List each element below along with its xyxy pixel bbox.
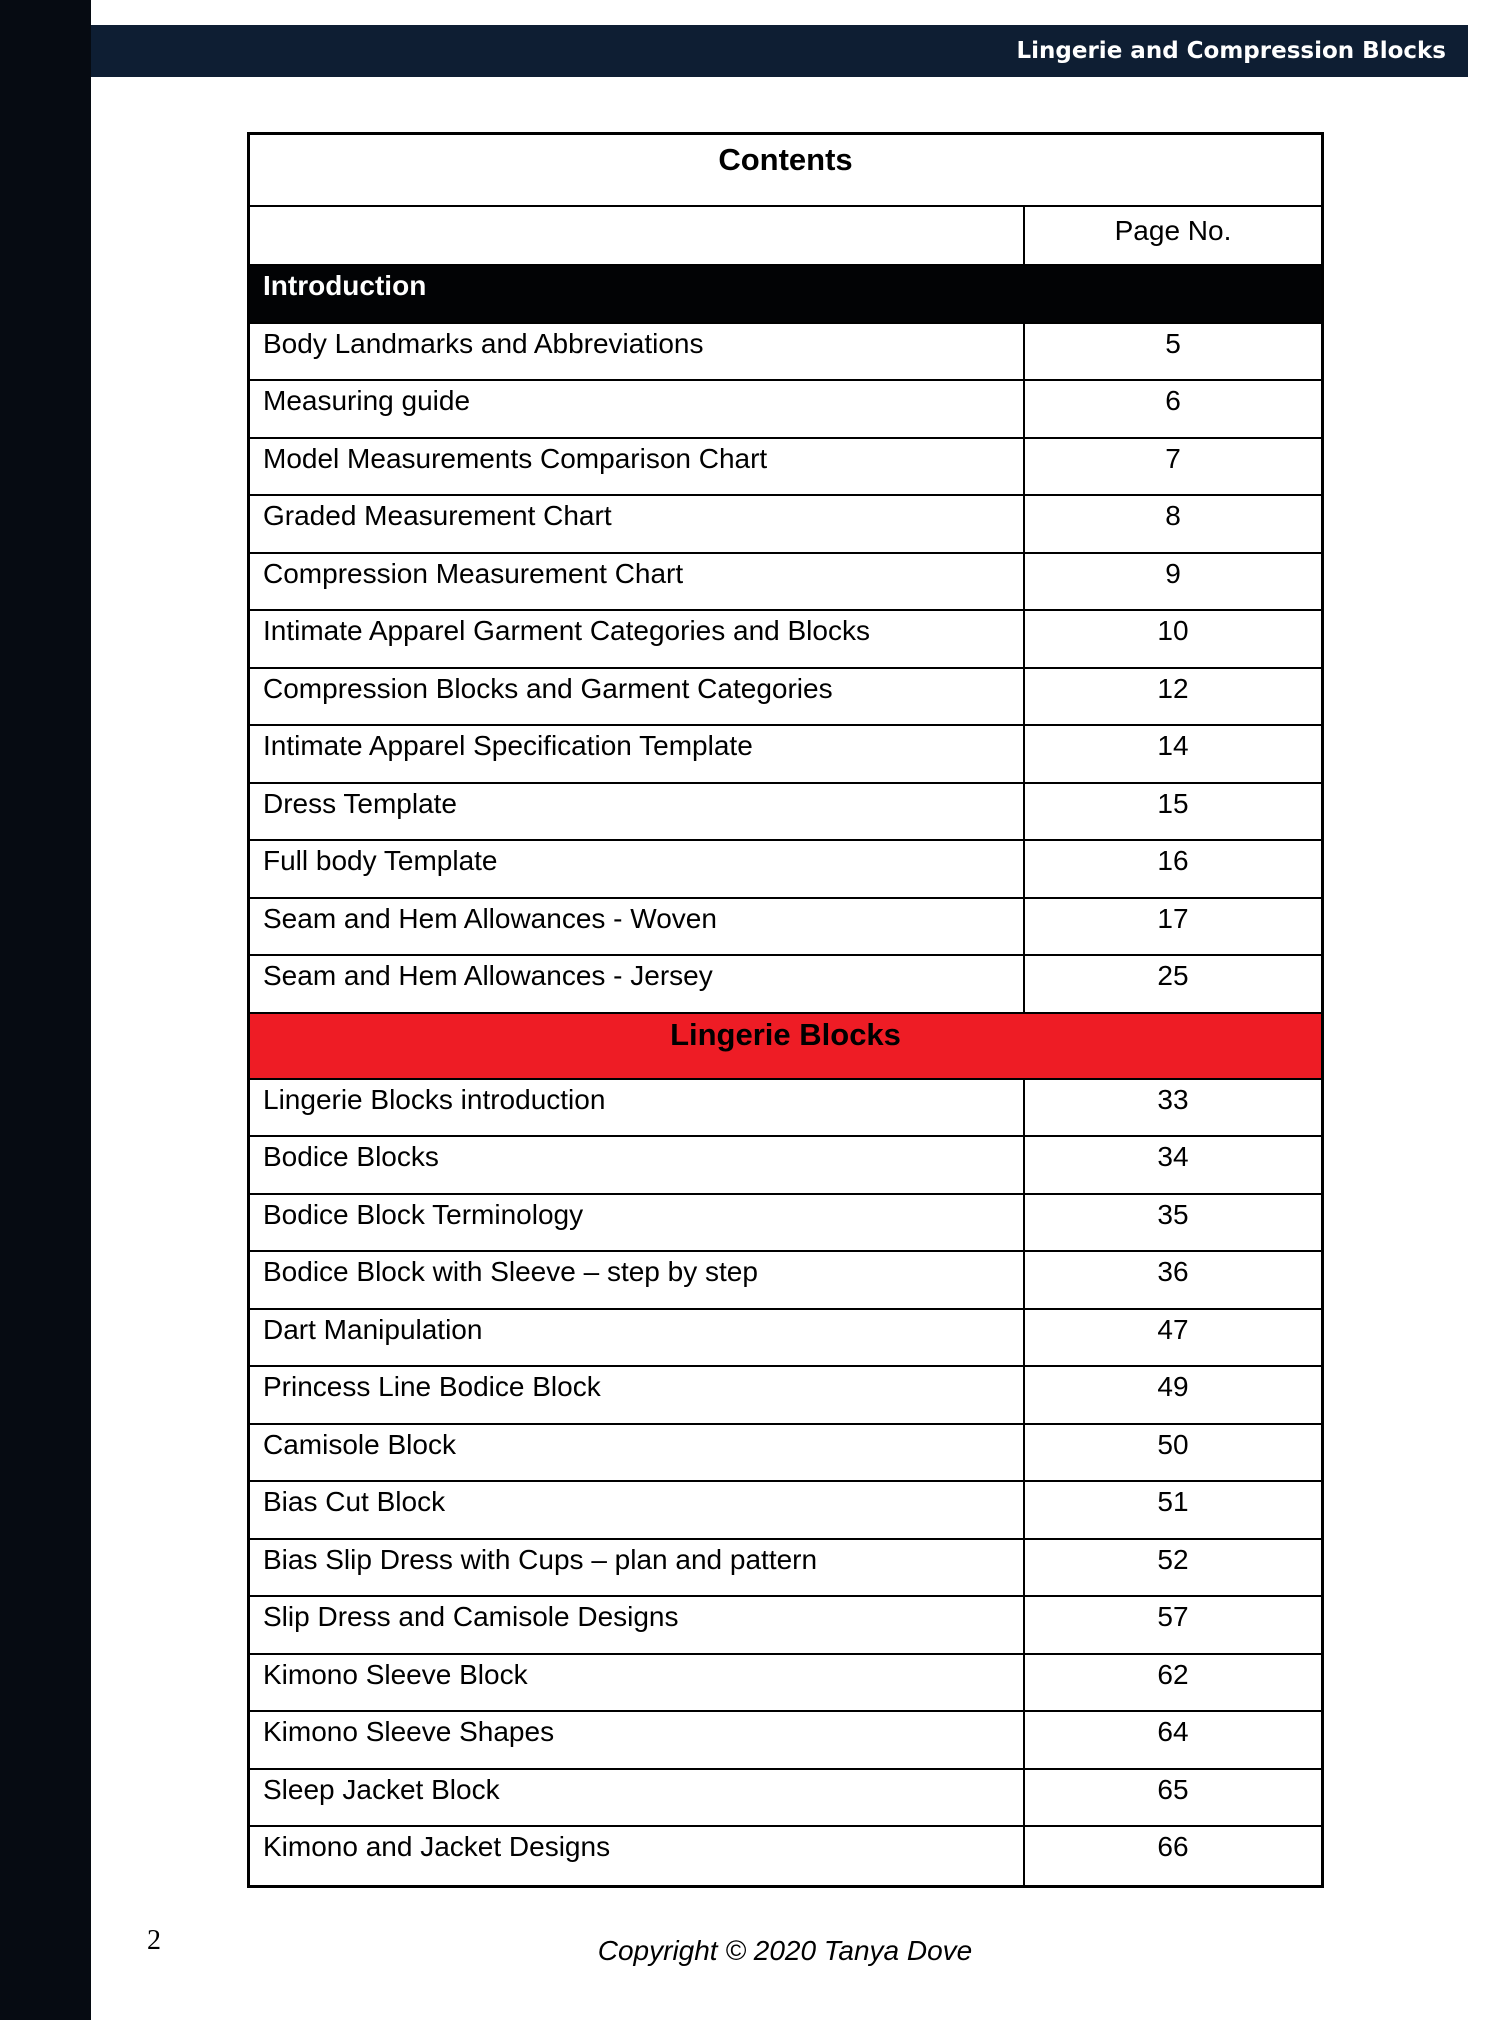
toc-entry-page: 9 xyxy=(1165,557,1181,589)
toc-entry-row xyxy=(250,1827,1321,1885)
toc-entry-row xyxy=(250,784,1321,842)
toc-entry-row xyxy=(250,899,1321,957)
toc-entry-title: Bodice Block with Sleeve – step by step xyxy=(250,1252,1025,1308)
toc-entry-row xyxy=(250,1540,1321,1598)
toc-entry-page: 36 xyxy=(1157,1256,1189,1287)
toc-entry-title: Compression Blocks and Garment Categories xyxy=(250,669,1025,725)
toc-entry-row xyxy=(250,1482,1321,1540)
toc-entry-row xyxy=(250,1655,1321,1713)
section-header-lingerie-blocks xyxy=(250,1014,1321,1080)
toc-entry-page: 8 xyxy=(1165,500,1181,531)
toc-entry-page: 16 xyxy=(1157,845,1189,876)
toc-entry-page: 50 xyxy=(1157,1428,1189,1460)
toc-entry-title: Compression Measurement Chart xyxy=(250,554,1025,610)
section-label: Introduction xyxy=(263,270,427,301)
toc-entry-row xyxy=(250,381,1321,439)
toc-entry-page: 49 xyxy=(1157,1371,1189,1402)
toc-entry-title: Slip Dress and Camisole Designs xyxy=(250,1597,1025,1653)
toc-entry-page: 7 xyxy=(1165,442,1181,474)
toc-entry-title: Dress Template xyxy=(250,784,1025,840)
toc-entry-page: 57 xyxy=(1157,1601,1189,1632)
contents-table xyxy=(247,132,1324,1888)
toc-entry-title: Bias Cut Block xyxy=(250,1482,1025,1538)
toc-entry-page: 66 xyxy=(1157,1831,1189,1862)
toc-entry-title: Kimono Sleeve Shapes xyxy=(250,1712,1025,1768)
toc-entry-row xyxy=(250,439,1321,497)
toc-entry-row xyxy=(250,1137,1321,1195)
toc-entry-page: 35 xyxy=(1157,1198,1189,1230)
toc-entry-page: 62 xyxy=(1157,1658,1189,1690)
toc-entry-page: 51 xyxy=(1157,1486,1189,1517)
toc-entry-title: Kimono and Jacket Designs xyxy=(250,1827,1025,1885)
toc-entry-row xyxy=(250,1195,1321,1253)
toc-entry-page: 15 xyxy=(1157,787,1189,819)
toc-entry-title: Seam and Hem Allowances - Jersey xyxy=(250,956,1025,1012)
toc-entry-page: 65 xyxy=(1157,1773,1189,1805)
toc-entry-page: 10 xyxy=(1157,615,1189,646)
toc-entry-title: Measuring guide xyxy=(250,381,1025,437)
toc-entry-row xyxy=(250,1712,1321,1770)
copyright-notice: Copyright © 2020 Tanya Dove xyxy=(597,1935,973,1966)
section-page-cell xyxy=(1025,266,1321,322)
toc-entry-title: Graded Measurement Chart xyxy=(250,496,1025,552)
toc-entry-title: Lingerie Blocks introduction xyxy=(250,1080,1025,1136)
toc-entry-page: 33 xyxy=(1157,1083,1189,1115)
toc-entry-row xyxy=(250,611,1321,669)
toc-entry-row xyxy=(250,1252,1321,1310)
toc-entry-page: 47 xyxy=(1157,1313,1189,1345)
page-number: 2 xyxy=(147,1925,161,1956)
toc-entry-row xyxy=(250,554,1321,612)
toc-entry-row xyxy=(250,669,1321,727)
toc-entry-title: Sleep Jacket Block xyxy=(250,1770,1025,1826)
toc-entry-title: Bodice Block Terminology xyxy=(250,1195,1025,1251)
toc-entry-title: Seam and Hem Allowances - Woven xyxy=(250,899,1025,955)
toc-entry-row xyxy=(250,841,1321,899)
toc-entry-page: 6 xyxy=(1165,385,1181,416)
toc-entry-row xyxy=(250,956,1321,1014)
toc-entry-row xyxy=(250,1080,1321,1138)
toc-entry-title: Intimate Apparel Specification Template xyxy=(250,726,1025,782)
toc-entry-title: Full body Template xyxy=(250,841,1025,897)
section-header-introduction xyxy=(250,266,1321,324)
toc-entry-row xyxy=(250,324,1321,382)
toc-entry-row xyxy=(250,1367,1321,1425)
toc-entry-title: Intimate Apparel Garment Categories and Blocks xyxy=(250,611,1025,667)
contents-heading: Contents xyxy=(250,135,1321,207)
toc-entry-title: Bodice Blocks xyxy=(250,1137,1025,1193)
section-label: Lingerie Blocks xyxy=(670,1016,901,1052)
toc-entry-row xyxy=(250,1310,1321,1368)
toc-entry-row xyxy=(250,726,1321,784)
running-header-title: Lingerie and Compression Blocks xyxy=(1016,38,1446,64)
column-header-row xyxy=(250,207,1321,266)
running-header xyxy=(91,25,1468,77)
toc-entry-title: Dart Manipulation xyxy=(250,1310,1025,1366)
toc-entry-page: 34 xyxy=(1157,1141,1189,1172)
column-header-page: Page No. xyxy=(1114,215,1232,246)
toc-entry-page: 5 xyxy=(1165,327,1181,359)
toc-entry-row xyxy=(250,496,1321,554)
toc-entry-page: 52 xyxy=(1157,1543,1189,1575)
toc-entry-title: Camisole Block xyxy=(250,1425,1025,1481)
toc-entry-title: Kimono Sleeve Block xyxy=(250,1655,1025,1711)
toc-entry-page: 25 xyxy=(1157,960,1189,991)
toc-entry-title: Bias Slip Dress with Cups – plan and pattern xyxy=(250,1540,1025,1596)
toc-entry-page: 17 xyxy=(1157,902,1189,934)
column-header-title xyxy=(250,207,1025,264)
toc-entry-title: Body Landmarks and Abbreviations xyxy=(250,324,1025,380)
toc-entry-title: Model Measurements Comparison Chart xyxy=(250,439,1025,495)
toc-entry-page: 14 xyxy=(1157,730,1189,761)
toc-entry-title: Princess Line Bodice Block xyxy=(250,1367,1025,1423)
toc-entry-row xyxy=(250,1770,1321,1828)
toc-entry-row xyxy=(250,1597,1321,1655)
toc-entry-page: 64 xyxy=(1157,1716,1189,1747)
contents-body xyxy=(250,266,1321,1885)
toc-entry-page: 12 xyxy=(1157,672,1189,704)
toc-entry-row xyxy=(250,1425,1321,1483)
left-sidebar-bar xyxy=(0,0,91,2020)
